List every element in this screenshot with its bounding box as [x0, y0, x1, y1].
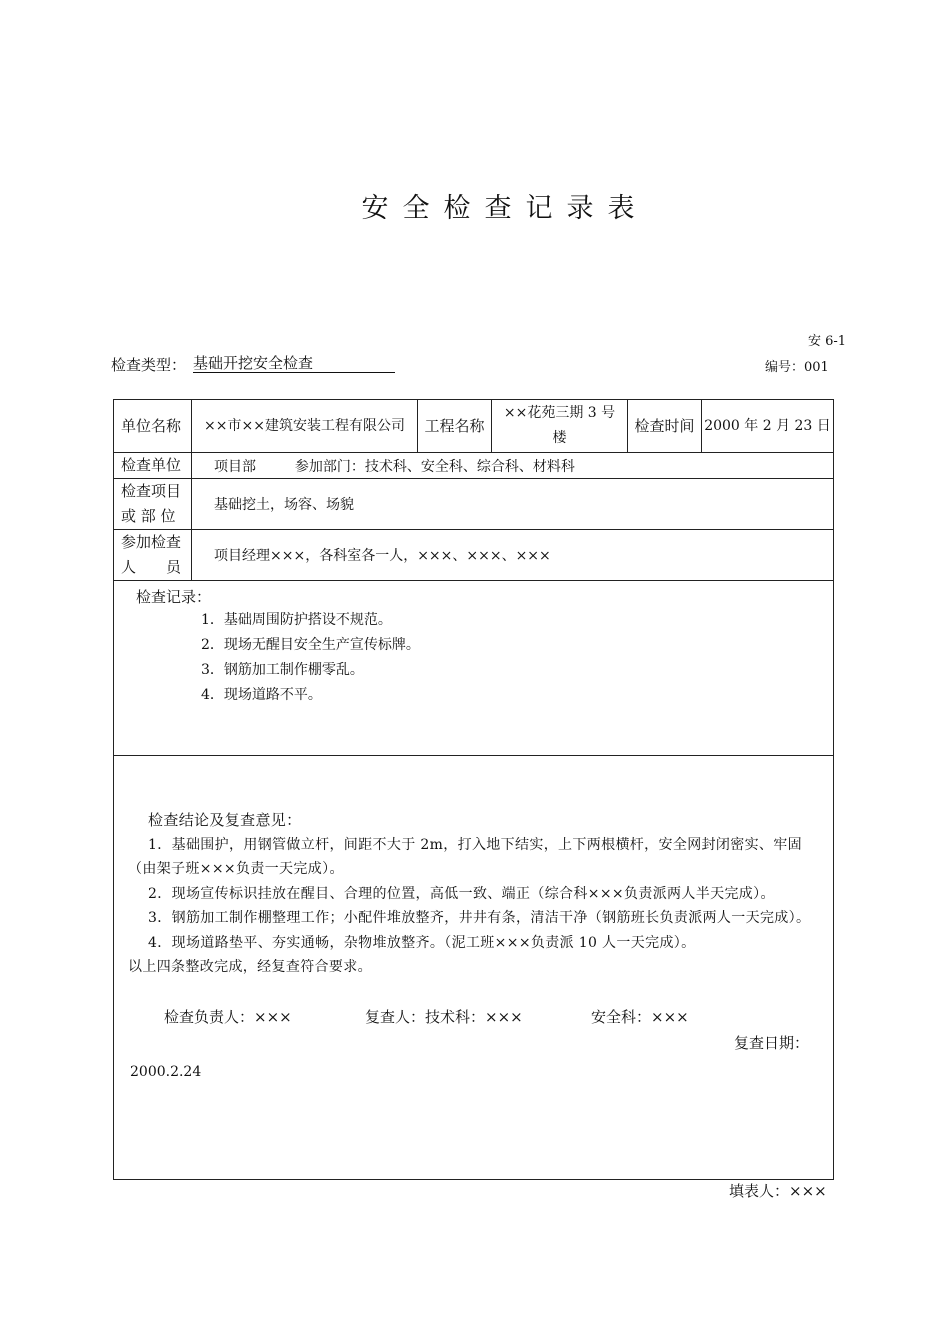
conclusion-summary: 以上四条整改完成，经复查符合要求。 [128, 959, 372, 975]
signature-row [114, 1006, 833, 1032]
review-date-label: 复查日期： [734, 1033, 810, 1052]
record-list [114, 608, 833, 708]
participating-depts[interactable]: 参加部门：技术科、安全科、综合科、材料科 [294, 458, 575, 475]
filler-signature[interactable]: 填表人：××× [729, 1182, 827, 1200]
serial-number: 编号：001 [765, 360, 829, 375]
inspector-signature[interactable]: 检查负责人：××× [164, 1007, 292, 1026]
inspect-item-label: 检查项目或 部 位 [114, 479, 192, 530]
conclusion-item: 4．现场道路垫平、夯实通畅，杂物堆放整齐。（泥工班×××负责派 10 人一天完成）。 [148, 934, 696, 951]
record-item: 4．现场道路不平。 [201, 687, 322, 703]
record-item: 3．钢筋加工制作棚零乱。 [201, 662, 364, 678]
page-title: 安全检查记录表 [361, 193, 649, 224]
record-heading: 检查记录： [136, 588, 212, 606]
project-name-label: 工程名称 [418, 400, 492, 453]
check-type-label: 检查类型： [111, 356, 187, 374]
inspect-unit-row [192, 453, 834, 479]
inspect-unit-value[interactable]: 项目部 [214, 458, 256, 475]
record-cell[interactable] [114, 581, 834, 756]
inspect-unit-label: 检查单位 [114, 453, 192, 479]
form-code: 安 6-1 [808, 334, 847, 349]
review-date-row [114, 1032, 833, 1058]
conclusion-item: 1．基础围护，用钢管做立杆，间距不大于 2m，打入地下结实，上下两根横杆，安全网封闭密实、牢固（由架子班×××负责一天完成）。 [128, 836, 802, 877]
reviewer-signature[interactable]: 复查人：技术科：××× [365, 1007, 523, 1026]
review-date-value[interactable]: 2000.2.24 [130, 1063, 202, 1080]
unit-name-label: 单位名称 [114, 400, 192, 453]
conclusion-item: 2．现场宣传标识挂放在醒目、合理的位置，高低一致、端正（综合科×××负责派两人半天完成）。 [148, 885, 775, 902]
conclusion-cell[interactable] [114, 756, 834, 1180]
check-type-value[interactable]: 基础开挖安全检查 [193, 354, 395, 373]
conclusion-item: 3．钢筋加工制作棚整理工作；小配件堆放整齐，井井有条，清洁干净（钢筋班长负责派两人一天完成）。 [148, 910, 811, 926]
inspection-table [113, 399, 834, 1180]
safety-dept-signature[interactable]: 安全科：××× [591, 1007, 689, 1026]
inspect-item-value[interactable]: 基础挖土，场容、场貌 [192, 479, 834, 530]
unit-name-value[interactable]: ××市××建筑安装工程有限公司 [192, 400, 418, 453]
record-item: 1．基础周围防护搭设不规范。 [201, 612, 392, 628]
participants-value[interactable]: 项目经理×××，各科室各一人，×××、×××、××× [192, 530, 834, 581]
project-name-value[interactable]: ××花苑三期 3 号楼 [492, 400, 628, 453]
participants-label: 参加检查人 员 [114, 530, 192, 581]
conclusion-heading: 检查结论及复查意见： [148, 811, 302, 829]
check-time-label: 检查时间 [628, 400, 702, 453]
record-item: 2．现场无醒目安全生产宣传标牌。 [201, 637, 420, 653]
check-time-value[interactable]: 2000 年 2 月 23 日 [702, 400, 834, 453]
